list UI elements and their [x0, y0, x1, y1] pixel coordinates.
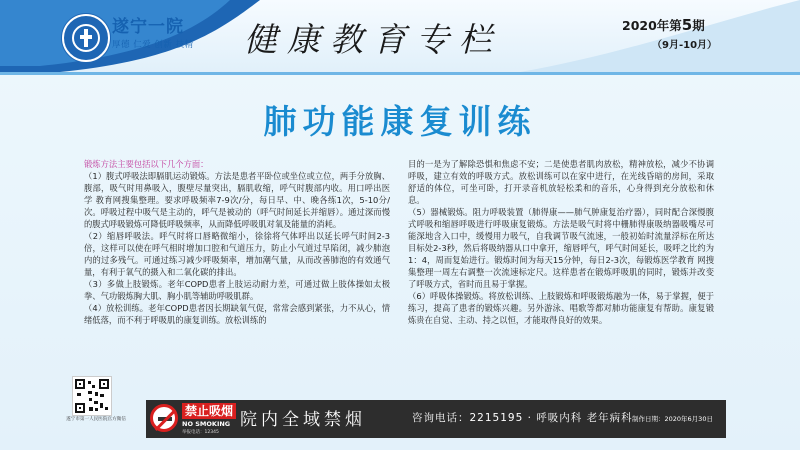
paragraph: （1）腹式呼吸法即膈肌运动锻炼。方法是患者平卧位或坐位或立位，两手分放胸、腹部，吸气时用鼻吸入，腹壁尽量突出，膈肌收缩，呼气时腹部内收。用口呼出医学 教育网搜集整理。要求呼吸频率7-9次/分，每日早、中、晚各练1次，5-10分/次。呼吸过程中吸气是主动的，呼气是被动的（呼气时间延长并缩唇）。通过深而慢的腹式呼吸锻炼可降低呼吸频率，从而降低呼吸肌对氧及能量的消耗。	[84, 171, 390, 229]
production-date: 制作日期：2020年6月30日	[632, 415, 713, 423]
header-divider	[0, 72, 800, 75]
hospital-motto: 厚德 仁爱 创新 技精	[112, 40, 194, 50]
paragraph: （2）缩唇呼吸法。呼气时将口唇略微缩小，徐徐将气体呼出以延长呼气时间2-3倍，这样可以使在呼气相时增加口腔和气道压力，防止小气道过早陷闭，减少肺泡内的过多残气。可通过练习减少呼吸频率，增加潮气量，从而改善肺泡的有效通气量，有利于氧气的摄入和二氧化碳的排出。	[84, 231, 390, 277]
issue-months: （9月-10月）	[652, 40, 718, 51]
header	[0, 0, 800, 72]
article-column-left	[84, 158, 390, 380]
paragraph: 目的一是为了解除恐惧和焦虑不安；二是使患者肌肉放松，精神放松，减少不协调呼吸，建立有效的呼吸方式。放松训练可以在家中进行，在光线昏暗的房间，采取舒适的体位，可坐可卧，打开录音机放轻松柔和的音乐，心身得到充分放松和休息。	[408, 159, 714, 205]
qr-caption: 遂宁市第一人民医院官方微信	[66, 417, 126, 422]
no-smoking-icon	[150, 404, 178, 432]
article-lead: 锻炼方法主要包括以下几个方面：	[84, 159, 209, 169]
paragraph: （6）呼吸体操锻炼。将放松训练、上肢锻炼和呼吸锻炼融为一体，易于掌握，便于练习，提高了患者的锻炼兴趣。另外游泳、唱歌等都对肺功能康复有帮助。康复锻炼贵在自觉、主动、持之以恒，才能取得良好的效果。	[408, 291, 714, 325]
contact-info: 咨询电话：2215195 · 呼吸内科 老年病科	[412, 412, 633, 424]
article-column-right	[408, 158, 714, 380]
paragraph: （4）放松训练。老年COPD患者因长期缺氧气促，常常会感到紧张，力不从心，情绪低落，而不利于呼吸肌的康复训练。放松训练的	[84, 303, 390, 325]
article-body	[84, 158, 718, 380]
article-title: 肺功能康复训练	[263, 102, 537, 141]
paragraph: （3）多做上肢锻炼。老年COPD患者上肢运动耐力差，可通过做上肢体操如太极拳、气功锻炼胸大肌、胸小肌等辅助呼吸肌群。	[84, 279, 390, 301]
report-hotline: 举报电话：12345	[182, 430, 219, 435]
hospital-name: 遂宁一院	[112, 17, 184, 37]
paragraph: （5）器械锻炼。阻力呼吸装置（肺得康——肺气肿康复治疗器），同时配合深慢腹式呼吸和缩唇呼吸进行呼吸康复锻炼。方法是吸气时将中栅肺得康吸纳器吸嘴尽可能深地含入口中，缓慢用力吸气，自我调节吸气流速，一般初始时流量浮标在所达目标处2-3秒，然后将吸纳器从口中拿开，缩唇呼气，呼气时间延长，吸呼之比约为1：4，周而复始进行。锻炼时间为每天15分钟，每日2-3次，每锻炼医学教育 网搜集整理一周左右调整一次流速标定尺。这样患者在锻炼呼吸肌的同时，锻炼并改变了呼吸方式，省时而且易于掌握。	[408, 207, 714, 289]
no-smoking-english: NO SMOKING	[182, 420, 231, 428]
no-smoking-label: 禁止吸烟	[182, 403, 236, 419]
hospital-logo-icon	[62, 14, 110, 62]
no-smoking-slogan: 院内全域禁烟	[240, 410, 366, 430]
column-title: 健康教育专栏	[244, 20, 502, 59]
qr-code-icon	[72, 376, 112, 416]
issue-number: 2020年第5期	[622, 16, 705, 34]
